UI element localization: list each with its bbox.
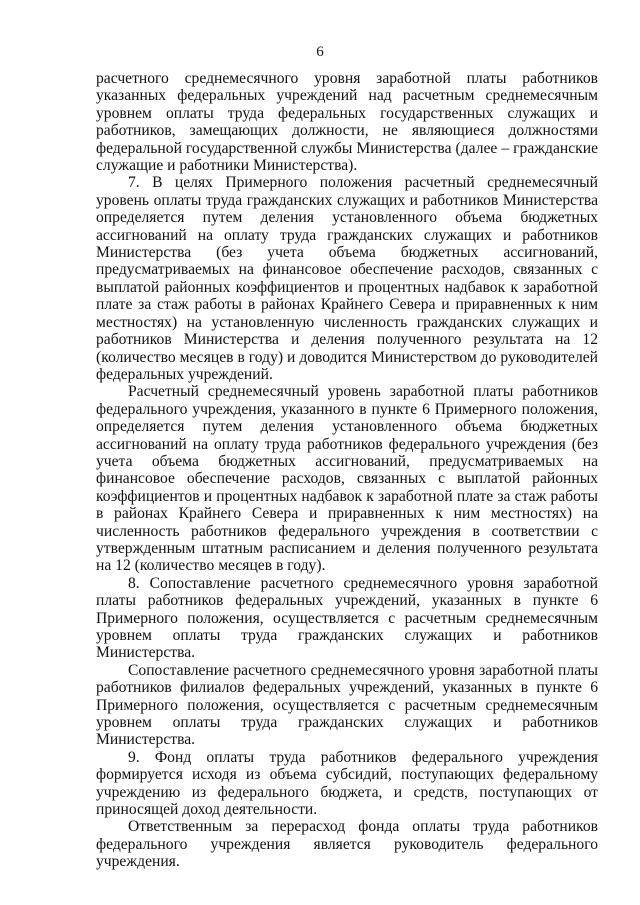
paragraph-item-9: 9. Фонд оплаты труда работников федерального учреждения формируется исходя из объема субсидий, поступающих федеральному учреждению из федерального бюджета, и средств, поступающих от приносящей доход деятельности. <box>96 748 598 819</box>
paragraph-item-7: 7. В целях Примерного положения расчетный среднемесячный уровень оплаты труда гражданских служащих и работников Министерства определяется путем деления установленного объема бюджетных ассигнований на оплату труда гражданских служащих и работников Министерства (без учета объема бюджетных ассигнований, предусматриваемых на финансовое обеспечение расходов, связанных с выплатой районных коэффициентов и процентных надбавок к заработной плате за стаж работы в районах Крайнего Севера и приравненных к ним местностях) на установленную численность гражданских служащих и работников Министерства и деления полученного результата на 12 (количество месяцев в году) и доводится Министерством до руководителей федеральных учреждений. <box>96 174 598 383</box>
page-number: 6 <box>316 44 324 60</box>
document-body <box>96 70 598 871</box>
paragraph-item-7-calculation: Расчетный среднемесячный уровень заработной платы работников федерального учреждения, указанного в пункте 6 Примерного положения, определяется путем деления установленного объема бюджетных ассигнований на оплату труда работников федерального учреждения (без учета объема бюджетных ассигнований, предусматриваемых на финансовое обеспечение расходов, связанных с выплатой районных коэффициентов и процентных надбавок к заработной плате за стаж работы в районах Крайнего Севера и приравненных к ним местностях) на численность работников федерального учреждения в соответствии с утвержденным штатным расписанием и деления полученного результата на 12 (количество месяцев в году). <box>96 383 598 575</box>
paragraph-continuation: расчетного среднемесячного уровня заработной платы работников указанных федеральных учреждений над расчетным среднемесячным уровнем оплаты труда федеральных государственных служащих и работников, замещающих должности, не являющиеся должностями федеральной государственной службы Министерства (далее – гражданские служащие и работники Министерства). <box>96 70 598 175</box>
paragraph-item-8: 8. Сопоставление расчетного среднемесячного уровня заработной платы работников федеральных учреждений, указанных в пункте 6 Примерного положения, осуществляется с расчетным среднемесячным уровнем оплаты труда гражданских служащих и работников Министерства. <box>96 574 598 662</box>
paragraph-item-9-responsibility: Ответственным за перерасход фонда оплаты труда работников федерального учреждения является руководитель федерального учреждения. <box>96 818 598 871</box>
paragraph-item-8-branches: Сопоставление расчетного среднемесячного уровня заработной платы работников филиалов федеральных учреждений, указанных в пункте 6 Примерного положения, осуществляется с расчетным среднемесячным уровнем оплаты труда гражданских служащих и работников Министерства. <box>96 661 598 749</box>
